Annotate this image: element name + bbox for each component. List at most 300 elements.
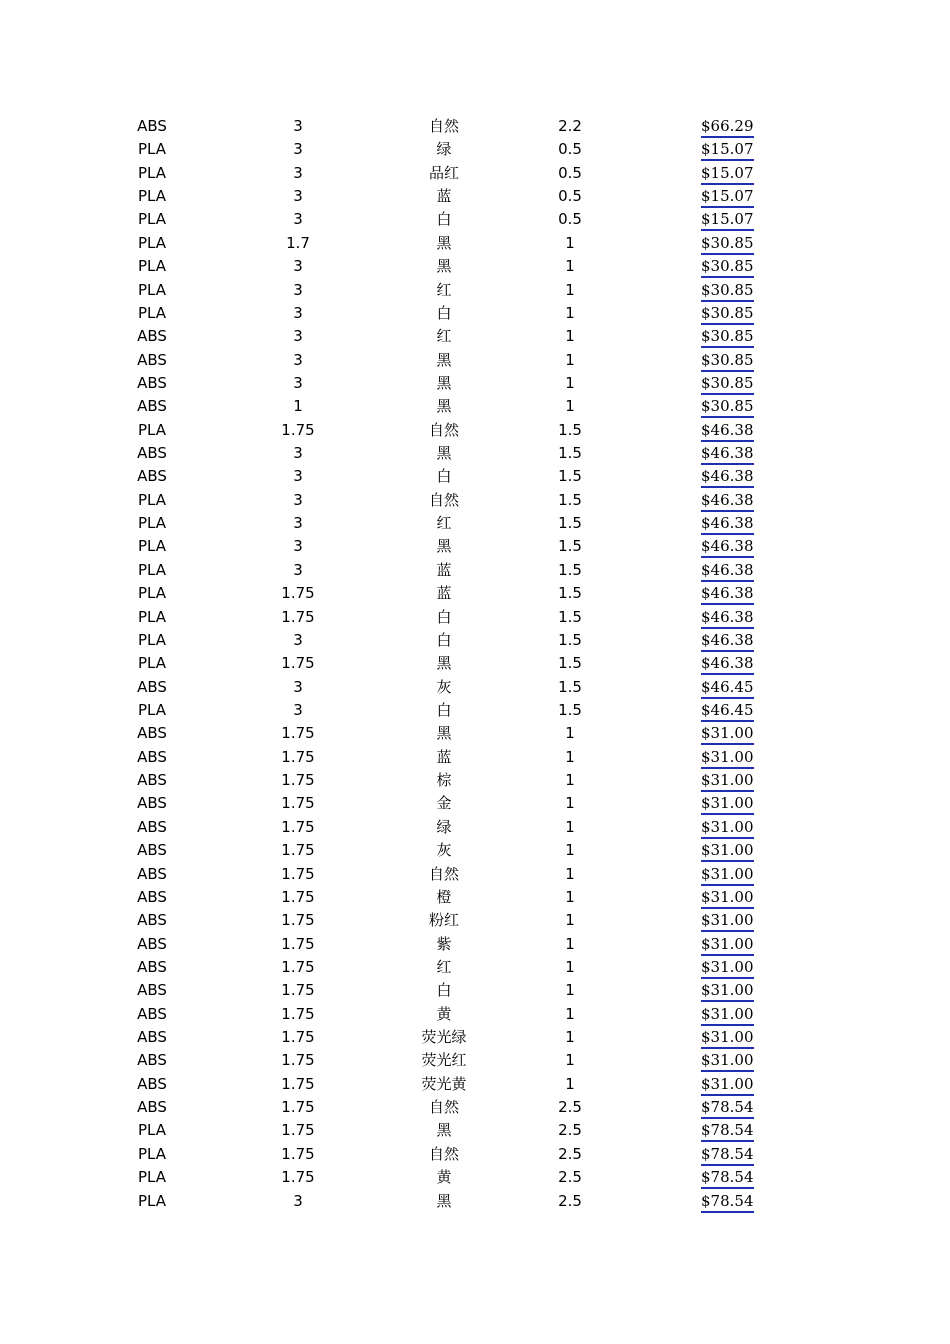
diameter-cell: 1.75 bbox=[281, 887, 315, 906]
diameter-cell: 3 bbox=[293, 1191, 303, 1210]
price-link[interactable]: $78.54 bbox=[701, 1168, 754, 1189]
color-cell: 白 bbox=[436, 700, 452, 719]
price-link-cell[interactable] bbox=[701, 582, 759, 605]
table-row bbox=[0, 699, 950, 722]
material-cell: ABS bbox=[137, 1051, 167, 1070]
price-link-cell[interactable] bbox=[701, 535, 759, 558]
price-link[interactable]: $46.38 bbox=[701, 514, 754, 535]
weight-cell: 0.5 bbox=[558, 163, 582, 182]
color-cell: 白 bbox=[436, 981, 452, 1000]
diameter-cell: 1.75 bbox=[281, 957, 315, 976]
color-cell: 红 bbox=[436, 327, 452, 346]
price-link-cell[interactable] bbox=[701, 909, 759, 932]
material-cell: PLA bbox=[137, 537, 166, 556]
weight-cell: 2.5 bbox=[558, 1168, 582, 1187]
price-link[interactable]: $30.85 bbox=[701, 327, 754, 348]
material-cell: PLA bbox=[137, 490, 166, 509]
diameter-cell: 3 bbox=[293, 444, 303, 463]
price-link-cell[interactable] bbox=[701, 699, 759, 722]
diameter-cell: 1.75 bbox=[281, 607, 315, 626]
weight-cell: 1.5 bbox=[558, 700, 582, 719]
price-link-cell[interactable] bbox=[701, 746, 759, 769]
price-link-cell[interactable] bbox=[701, 162, 759, 185]
material-cell: PLA bbox=[137, 560, 166, 579]
weight-cell: 1 bbox=[565, 1051, 575, 1070]
material-cell: PLA bbox=[137, 257, 166, 276]
diameter-cell: 3 bbox=[293, 560, 303, 579]
material-cell: PLA bbox=[137, 654, 166, 673]
diameter-cell: 1.75 bbox=[281, 1051, 315, 1070]
price-link[interactable]: $30.85 bbox=[701, 304, 754, 325]
price-link[interactable]: $31.00 bbox=[701, 1051, 754, 1072]
material-cell: PLA bbox=[137, 163, 166, 182]
diameter-cell: 1.75 bbox=[281, 584, 315, 603]
diameter-cell: 3 bbox=[293, 187, 303, 206]
price-link[interactable]: $46.38 bbox=[701, 654, 754, 675]
table-row bbox=[0, 652, 950, 675]
diameter-cell: 3 bbox=[293, 303, 303, 322]
weight-cell: 1 bbox=[565, 397, 575, 416]
material-cell: ABS bbox=[137, 327, 167, 346]
color-cell: 荧光黄 bbox=[421, 1074, 467, 1093]
price-link[interactable]: $31.00 bbox=[701, 748, 754, 769]
price-link[interactable]: $30.85 bbox=[701, 281, 754, 302]
price-link-cell[interactable] bbox=[701, 606, 759, 629]
table-row bbox=[0, 138, 950, 161]
price-link-cell[interactable] bbox=[701, 1026, 759, 1049]
weight-cell: 1.5 bbox=[558, 490, 582, 509]
color-cell: 粉红 bbox=[428, 911, 459, 930]
weight-cell: 1 bbox=[565, 350, 575, 369]
material-cell: PLA bbox=[137, 187, 166, 206]
table-row bbox=[0, 863, 950, 886]
color-cell: 黑 bbox=[436, 444, 452, 463]
diameter-cell: 3 bbox=[293, 490, 303, 509]
material-cell: PLA bbox=[137, 420, 166, 439]
table-row bbox=[0, 442, 950, 465]
color-cell: 黑 bbox=[436, 257, 452, 276]
material-cell: ABS bbox=[137, 864, 167, 883]
table-row bbox=[0, 1190, 950, 1213]
material-cell: ABS bbox=[137, 1004, 167, 1023]
price-link[interactable]: $31.00 bbox=[701, 981, 754, 1002]
diameter-cell: 1.75 bbox=[281, 1168, 315, 1187]
diameter-cell: 1.75 bbox=[281, 1121, 315, 1140]
weight-cell: 2.5 bbox=[558, 1144, 582, 1163]
price-link-cell[interactable] bbox=[701, 792, 759, 815]
material-cell: ABS bbox=[137, 724, 167, 743]
table-row bbox=[0, 979, 950, 1002]
weight-cell: 1.5 bbox=[558, 420, 582, 439]
price-link[interactable]: $46.38 bbox=[701, 421, 754, 442]
material-cell: ABS bbox=[137, 911, 167, 930]
price-link-cell[interactable] bbox=[701, 419, 759, 442]
price-link[interactable]: $30.85 bbox=[701, 374, 754, 395]
material-cell: PLA bbox=[137, 210, 166, 229]
table-row bbox=[0, 956, 950, 979]
diameter-cell: 3 bbox=[293, 700, 303, 719]
table-row bbox=[0, 255, 950, 278]
price-link-cell[interactable] bbox=[701, 722, 759, 745]
table-row bbox=[0, 325, 950, 348]
price-link[interactable]: $15.07 bbox=[701, 210, 754, 231]
table-row bbox=[0, 1119, 950, 1142]
color-cell: 黑 bbox=[436, 1191, 452, 1210]
price-link-cell[interactable] bbox=[701, 1049, 759, 1072]
color-cell: 红 bbox=[436, 514, 452, 533]
price-link[interactable]: $46.38 bbox=[701, 537, 754, 558]
weight-cell: 1 bbox=[565, 794, 575, 813]
color-cell: 黑 bbox=[436, 397, 452, 416]
price-link[interactable]: $46.45 bbox=[701, 701, 754, 722]
price-link-cell[interactable] bbox=[701, 676, 759, 699]
diameter-cell: 1.75 bbox=[281, 1028, 315, 1047]
color-cell: 蓝 bbox=[436, 747, 452, 766]
table-row bbox=[0, 395, 950, 418]
weight-cell: 1.5 bbox=[558, 537, 582, 556]
table-row bbox=[0, 1026, 950, 1049]
diameter-cell: 1.75 bbox=[281, 817, 315, 836]
weight-cell: 0.5 bbox=[558, 210, 582, 229]
price-link[interactable]: $31.00 bbox=[701, 1075, 754, 1096]
price-link-cell[interactable] bbox=[701, 372, 759, 395]
weight-cell: 1 bbox=[565, 911, 575, 930]
table-row bbox=[0, 933, 950, 956]
weight-cell: 1.5 bbox=[558, 677, 582, 696]
weight-cell: 1 bbox=[565, 303, 575, 322]
price-link[interactable]: $15.07 bbox=[701, 164, 754, 185]
table-row bbox=[0, 606, 950, 629]
price-link[interactable]: $78.54 bbox=[701, 1192, 754, 1213]
table-row bbox=[0, 279, 950, 302]
table-row bbox=[0, 1073, 950, 1096]
price-link[interactable]: $30.85 bbox=[701, 257, 754, 278]
color-cell: 荧光红 bbox=[421, 1051, 467, 1070]
diameter-cell: 3 bbox=[293, 117, 303, 135]
table-row bbox=[0, 535, 950, 558]
color-cell: 蓝 bbox=[436, 584, 452, 603]
material-cell: PLA bbox=[137, 700, 166, 719]
price-link[interactable]: $46.38 bbox=[701, 491, 754, 512]
table-row bbox=[0, 1143, 950, 1166]
price-link[interactable]: $31.00 bbox=[701, 818, 754, 839]
table-row bbox=[0, 559, 950, 582]
price-link-cell[interactable] bbox=[701, 1143, 759, 1166]
table-row bbox=[0, 769, 950, 792]
price-link-cell[interactable] bbox=[701, 465, 759, 488]
color-cell: 自然 bbox=[428, 864, 459, 883]
table-row bbox=[0, 629, 950, 652]
material-cell: ABS bbox=[137, 771, 167, 790]
weight-cell: 0.5 bbox=[558, 140, 582, 159]
diameter-cell: 1.75 bbox=[281, 420, 315, 439]
diameter-cell: 1.75 bbox=[281, 724, 315, 743]
diameter-cell: 1.75 bbox=[281, 1074, 315, 1093]
price-link[interactable]: $46.38 bbox=[701, 467, 754, 488]
material-cell: ABS bbox=[137, 747, 167, 766]
material-cell: ABS bbox=[137, 981, 167, 1000]
material-cell: ABS bbox=[137, 350, 167, 369]
table-row bbox=[0, 185, 950, 208]
price-link[interactable]: $31.00 bbox=[701, 1005, 754, 1026]
color-cell: 黑 bbox=[436, 350, 452, 369]
material-cell: ABS bbox=[137, 1028, 167, 1047]
table-row bbox=[0, 349, 950, 372]
price-link[interactable]: $31.00 bbox=[701, 935, 754, 956]
price-link-cell[interactable] bbox=[701, 816, 759, 839]
material-cell: PLA bbox=[137, 607, 166, 626]
table-row bbox=[0, 302, 950, 325]
price-link-cell[interactable] bbox=[701, 1073, 759, 1096]
weight-cell: 1 bbox=[565, 981, 575, 1000]
price-link-cell[interactable] bbox=[701, 395, 759, 418]
weight-cell: 1 bbox=[565, 1004, 575, 1023]
table-row bbox=[0, 839, 950, 862]
material-cell: ABS bbox=[137, 887, 167, 906]
price-link-cell[interactable] bbox=[701, 1166, 759, 1189]
price-link-cell[interactable] bbox=[701, 442, 759, 465]
color-cell: 绿 bbox=[436, 817, 452, 836]
weight-cell: 1 bbox=[565, 1028, 575, 1047]
price-link-cell[interactable] bbox=[701, 629, 759, 652]
price-link-cell[interactable] bbox=[701, 1119, 759, 1142]
price-link-cell[interactable] bbox=[701, 652, 759, 675]
weight-cell: 1 bbox=[565, 724, 575, 743]
price-link[interactable]: $46.38 bbox=[701, 608, 754, 629]
diameter-cell: 3 bbox=[293, 373, 303, 392]
color-cell: 绿 bbox=[436, 140, 452, 159]
diameter-cell: 1.75 bbox=[281, 934, 315, 953]
table-row bbox=[0, 722, 950, 745]
color-cell: 荧光绿 bbox=[421, 1028, 467, 1047]
table-row bbox=[0, 909, 950, 932]
price-link[interactable]: $46.38 bbox=[701, 584, 754, 605]
material-cell: ABS bbox=[137, 841, 167, 860]
material-cell: ABS bbox=[137, 397, 167, 416]
color-cell: 黑 bbox=[436, 654, 452, 673]
color-cell: 黑 bbox=[436, 1121, 452, 1140]
price-link-cell[interactable] bbox=[701, 863, 759, 886]
price-link-cell[interactable] bbox=[701, 956, 759, 979]
color-cell: 灰 bbox=[436, 841, 452, 860]
table-row bbox=[0, 1049, 950, 1072]
material-cell: PLA bbox=[137, 303, 166, 322]
price-link[interactable]: $31.00 bbox=[701, 1028, 754, 1049]
diameter-cell: 1.75 bbox=[281, 1004, 315, 1023]
color-cell: 自然 bbox=[428, 1098, 459, 1117]
price-link[interactable]: $31.00 bbox=[701, 724, 754, 745]
material-cell: ABS bbox=[137, 1074, 167, 1093]
weight-cell: 1.5 bbox=[558, 607, 582, 626]
color-cell: 紫 bbox=[436, 934, 452, 953]
color-cell: 红 bbox=[436, 280, 452, 299]
material-cell: PLA bbox=[137, 514, 166, 533]
diameter-cell: 3 bbox=[293, 467, 303, 486]
price-link-cell[interactable] bbox=[701, 279, 759, 302]
diameter-cell: 3 bbox=[293, 257, 303, 276]
color-cell: 自然 bbox=[428, 490, 459, 509]
material-cell: ABS bbox=[137, 467, 167, 486]
diameter-cell: 1 bbox=[293, 397, 303, 416]
table-row bbox=[0, 115, 950, 138]
price-link[interactable]: $46.38 bbox=[701, 561, 754, 582]
weight-cell: 0.5 bbox=[558, 187, 582, 206]
price-link-cell[interactable] bbox=[701, 489, 759, 512]
price-link[interactable]: $78.54 bbox=[701, 1098, 754, 1119]
table-row bbox=[0, 746, 950, 769]
weight-cell: 2.5 bbox=[558, 1121, 582, 1140]
diameter-cell: 1.75 bbox=[281, 771, 315, 790]
price-link-cell[interactable] bbox=[701, 302, 759, 325]
diameter-cell: 1.75 bbox=[281, 654, 315, 673]
price-link[interactable]: $15.07 bbox=[701, 187, 754, 208]
diameter-cell: 1.75 bbox=[281, 794, 315, 813]
table-row bbox=[0, 792, 950, 815]
material-cell: PLA bbox=[137, 233, 166, 252]
weight-cell: 1 bbox=[565, 747, 575, 766]
material-cell: ABS bbox=[137, 817, 167, 836]
price-link-cell[interactable] bbox=[701, 1003, 759, 1026]
price-link[interactable]: $31.00 bbox=[701, 771, 754, 792]
price-link-cell[interactable] bbox=[701, 325, 759, 348]
weight-cell: 1 bbox=[565, 257, 575, 276]
price-link[interactable]: $78.54 bbox=[701, 1121, 754, 1142]
price-link[interactable]: $46.38 bbox=[701, 444, 754, 465]
table-row bbox=[0, 232, 950, 255]
weight-cell: 1.5 bbox=[558, 514, 582, 533]
weight-cell: 2.5 bbox=[558, 1098, 582, 1117]
color-cell: 自然 bbox=[428, 1144, 459, 1163]
table-row bbox=[0, 465, 950, 488]
price-link[interactable]: $78.54 bbox=[701, 1145, 754, 1166]
price-link-cell[interactable] bbox=[701, 1190, 759, 1213]
diameter-cell: 1.75 bbox=[281, 981, 315, 1000]
color-cell: 白 bbox=[436, 210, 452, 229]
weight-cell: 1 bbox=[565, 864, 575, 883]
material-cell: PLA bbox=[137, 584, 166, 603]
diameter-cell: 3 bbox=[293, 350, 303, 369]
weight-cell: 1 bbox=[565, 373, 575, 392]
price-link-cell[interactable] bbox=[701, 115, 759, 138]
price-link[interactable]: $30.85 bbox=[701, 234, 754, 255]
table-row bbox=[0, 1096, 950, 1119]
price-link-cell[interactable] bbox=[701, 769, 759, 792]
table-row bbox=[0, 208, 950, 231]
price-link-cell[interactable] bbox=[701, 255, 759, 278]
material-cell: PLA bbox=[137, 630, 166, 649]
color-cell: 黑 bbox=[436, 724, 452, 743]
price-link[interactable]: $30.85 bbox=[701, 397, 754, 418]
material-cell: PLA bbox=[137, 1144, 166, 1163]
price-link[interactable]: $30.85 bbox=[701, 351, 754, 372]
diameter-cell: 3 bbox=[293, 630, 303, 649]
material-cell: ABS bbox=[137, 444, 167, 463]
material-cell: ABS bbox=[137, 957, 167, 976]
price-link[interactable]: $31.00 bbox=[701, 865, 754, 886]
color-cell: 红 bbox=[436, 957, 452, 976]
diameter-cell: 3 bbox=[293, 210, 303, 229]
material-cell: ABS bbox=[137, 934, 167, 953]
price-link-cell[interactable] bbox=[701, 886, 759, 909]
price-link-cell[interactable] bbox=[701, 933, 759, 956]
material-cell: ABS bbox=[137, 373, 167, 392]
price-link-cell[interactable] bbox=[701, 208, 759, 231]
color-cell: 黑 bbox=[436, 537, 452, 556]
color-cell: 白 bbox=[436, 630, 452, 649]
diameter-cell: 1.75 bbox=[281, 1098, 315, 1117]
weight-cell: 1 bbox=[565, 841, 575, 860]
material-cell: ABS bbox=[137, 677, 167, 696]
price-link[interactable]: $46.45 bbox=[701, 678, 754, 699]
diameter-cell: 1.75 bbox=[281, 864, 315, 883]
color-cell: 白 bbox=[436, 467, 452, 486]
color-cell: 黄 bbox=[436, 1168, 452, 1187]
table-row bbox=[0, 419, 950, 442]
material-cell: PLA bbox=[137, 140, 166, 159]
weight-cell: 2.5 bbox=[558, 1191, 582, 1210]
weight-cell: 1.5 bbox=[558, 630, 582, 649]
color-cell: 自然 bbox=[428, 420, 459, 439]
diameter-cell: 1.75 bbox=[281, 1144, 315, 1163]
diameter-cell: 1.75 bbox=[281, 911, 315, 930]
price-link-cell[interactable] bbox=[701, 839, 759, 862]
weight-cell: 1.5 bbox=[558, 584, 582, 603]
price-link-cell[interactable] bbox=[701, 512, 759, 535]
weight-cell: 1 bbox=[565, 957, 575, 976]
color-cell: 白 bbox=[436, 607, 452, 626]
price-link-cell[interactable] bbox=[701, 1096, 759, 1119]
weight-cell: 1.5 bbox=[558, 444, 582, 463]
material-cell: PLA bbox=[137, 1191, 166, 1210]
price-link-cell[interactable] bbox=[701, 979, 759, 1002]
price-link-cell[interactable] bbox=[701, 138, 759, 161]
color-cell: 品红 bbox=[428, 163, 459, 182]
diameter-cell: 3 bbox=[293, 163, 303, 182]
table-row bbox=[0, 1166, 950, 1189]
diameter-cell: 3 bbox=[293, 280, 303, 299]
color-cell: 蓝 bbox=[436, 560, 452, 579]
price-link[interactable]: $66.29 bbox=[701, 117, 754, 138]
color-cell: 黄 bbox=[436, 1004, 452, 1023]
table-row bbox=[0, 582, 950, 605]
price-link[interactable]: $15.07 bbox=[701, 140, 754, 161]
weight-cell: 1 bbox=[565, 280, 575, 299]
price-link[interactable]: $31.00 bbox=[701, 841, 754, 862]
price-link-cell[interactable] bbox=[701, 232, 759, 255]
price-link-cell[interactable] bbox=[701, 185, 759, 208]
table-row bbox=[0, 816, 950, 839]
table-row bbox=[0, 372, 950, 395]
weight-cell: 1.5 bbox=[558, 467, 582, 486]
color-cell: 黑 bbox=[436, 233, 452, 252]
color-cell: 黑 bbox=[436, 373, 452, 392]
table-row bbox=[0, 162, 950, 185]
table-row bbox=[0, 676, 950, 699]
weight-cell: 1.5 bbox=[558, 560, 582, 579]
weight-cell: 2.2 bbox=[558, 117, 582, 135]
color-cell: 橙 bbox=[436, 887, 452, 906]
price-link-cell[interactable] bbox=[701, 349, 759, 372]
color-cell: 蓝 bbox=[436, 187, 452, 206]
color-cell: 棕 bbox=[436, 771, 452, 790]
material-cell: PLA bbox=[137, 280, 166, 299]
price-link[interactable]: $46.38 bbox=[701, 631, 754, 652]
price-link-cell[interactable] bbox=[701, 559, 759, 582]
price-link[interactable]: $31.00 bbox=[701, 888, 754, 909]
price-link[interactable]: $31.00 bbox=[701, 911, 754, 932]
price-link[interactable]: $31.00 bbox=[701, 958, 754, 979]
price-link[interactable]: $31.00 bbox=[701, 794, 754, 815]
